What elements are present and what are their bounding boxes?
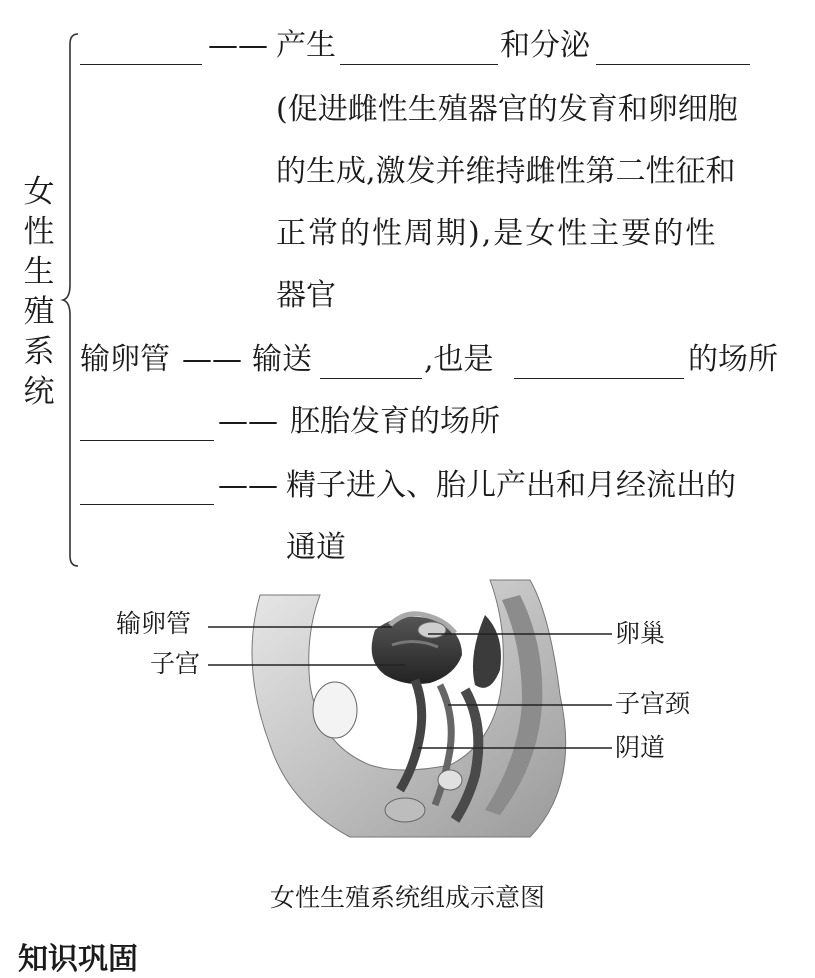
- label-ovary: 卵巢: [615, 619, 666, 648]
- label-uterus: 子宫: [150, 649, 201, 678]
- label-fallopian-tube: 输卵管: [116, 609, 192, 638]
- label-cervix: 子宫颈: [615, 689, 691, 718]
- diagram-caption: 女性生殖系统组成示意图: [269, 883, 545, 912]
- fallopian-tube-label: 输卵管: [80, 342, 170, 377]
- label-vagina: 阴道: [615, 733, 666, 762]
- vagina-function-line-2: 通道: [286, 530, 346, 565]
- vagina-function-line-1: 精子进入、胎儿产出和月经流出的: [286, 468, 736, 503]
- dash: ——: [218, 404, 278, 439]
- next-section-heading: 知识巩固: [18, 942, 138, 977]
- ovary-description-line-4: 器官: [276, 278, 336, 313]
- place-label: 的场所: [688, 342, 778, 377]
- secrete-label: 和分泌: [500, 28, 590, 63]
- transport-label: 输送: [252, 342, 312, 377]
- uterus-function: 胚胎发育的场所: [290, 404, 500, 439]
- produce-label: 产生: [276, 28, 336, 63]
- dash: ——: [218, 468, 278, 503]
- dash: ——: [208, 28, 268, 63]
- section-title: 女性生殖系统: [23, 174, 55, 410]
- ovary-description-line-2: 的生成,激发并维持雌性第二性征和: [276, 154, 736, 189]
- ovary-description-line-1: (促进雌性生殖器官的发育和卵细胞: [276, 92, 738, 127]
- also-is-label: ,也是: [424, 342, 494, 377]
- ovary-description-line-3: 正常的性周期),是女性主要的性: [276, 216, 718, 251]
- dash: ——: [182, 342, 242, 377]
